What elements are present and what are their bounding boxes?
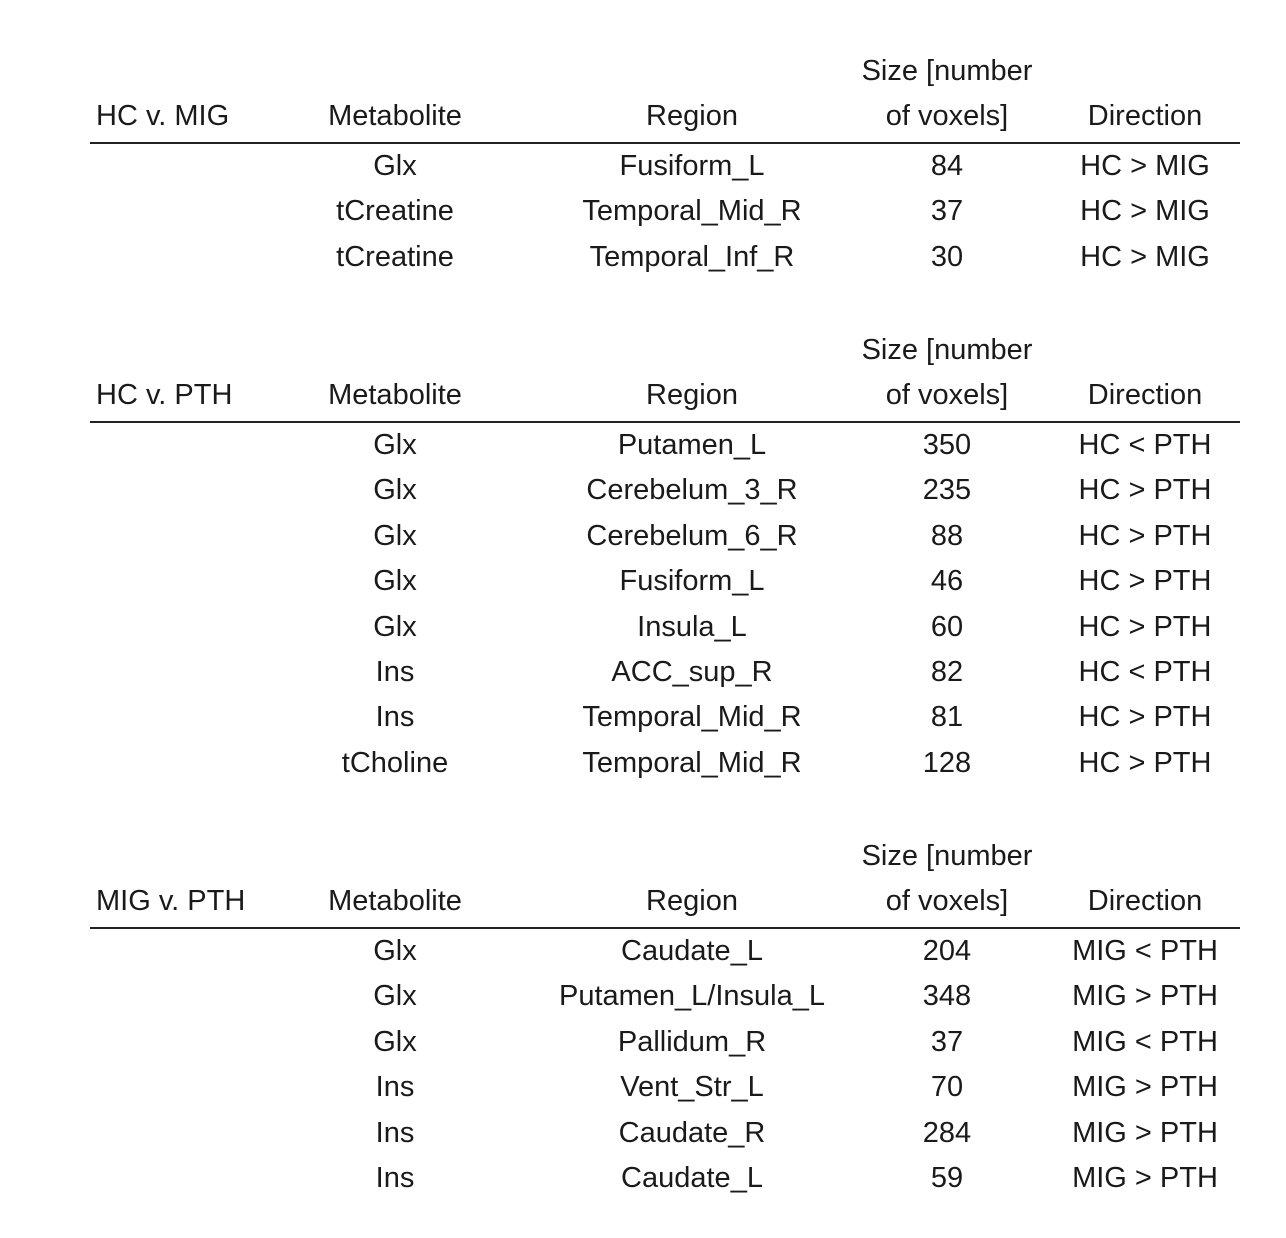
region-cell: Putamen_L/Insula_L — [558, 980, 826, 1013]
direction-cell: HC > PTH — [1078, 565, 1212, 598]
region-header: Region — [646, 885, 738, 917]
direction-cell: MIG > PTH — [1072, 1116, 1218, 1149]
region-cell: Caudate_R — [618, 1116, 766, 1149]
metabolite-cell: Glx — [373, 1025, 417, 1058]
direction-cell: HC > MIG — [1080, 150, 1210, 182]
table-row — [90, 1111, 1240, 1156]
region-cell: Putamen_L — [617, 429, 767, 461]
table-header — [90, 331, 1240, 423]
size-cell: 46 — [930, 565, 964, 598]
table-row — [90, 144, 1240, 189]
direction-header: Direction — [1087, 885, 1203, 917]
size-cell: 348 — [922, 980, 972, 1013]
region-header: Region — [646, 379, 738, 411]
table-body — [90, 144, 1240, 280]
table-row — [90, 189, 1240, 234]
size-header — [862, 328, 1033, 418]
size-cell: 30 — [930, 240, 964, 273]
direction-cell: HC > MIG — [1080, 195, 1210, 228]
size-header-line1: Size [number — [861, 55, 1033, 87]
group-label: HC v. PTH — [96, 379, 233, 411]
table-row — [90, 423, 1240, 468]
region-cell: Temporal_Mid_R — [582, 195, 802, 228]
table-row — [90, 929, 1240, 974]
size-cell: 235 — [922, 474, 972, 507]
table-header — [90, 837, 1240, 929]
size-header-line1: Size [number — [861, 840, 1033, 872]
direction-cell: HC > PTH — [1078, 474, 1212, 507]
metabolite-header: Metabolite — [328, 885, 462, 917]
direction-header: Direction — [1087, 100, 1203, 132]
size-cell: 350 — [922, 429, 972, 461]
size-header-line2: of voxels] — [885, 379, 1009, 411]
metabolite-cell: Glx — [373, 429, 417, 461]
size-cell: 59 — [930, 1161, 964, 1194]
size-cell: 81 — [930, 701, 964, 734]
metabolite-cell: Glx — [373, 565, 417, 598]
direction-cell: HC > PTH — [1078, 746, 1212, 779]
size-cell: 37 — [930, 1025, 964, 1058]
metabolite-cell: Ins — [375, 1116, 415, 1149]
direction-cell: HC > PTH — [1078, 610, 1212, 643]
direction-cell: MIG < PTH — [1072, 935, 1218, 967]
region-cell: Fusiform_L — [619, 565, 765, 598]
metabolite-cell: Glx — [373, 935, 417, 967]
direction-cell: HC > PTH — [1078, 701, 1212, 734]
metabolite-cell: Glx — [373, 610, 417, 643]
metabolite-cell: Ins — [375, 701, 415, 734]
direction-cell: MIG > PTH — [1072, 1161, 1218, 1194]
table-body — [90, 423, 1240, 786]
table-body — [90, 929, 1240, 1201]
size-header-line2: of voxels] — [885, 885, 1009, 917]
metabolite-cell: tCholine — [341, 746, 449, 779]
region-cell: Cerebelum_3_R — [586, 474, 798, 507]
size-cell: 204 — [922, 935, 972, 967]
size-header — [862, 49, 1033, 139]
metabolite-cell: tCreatine — [336, 195, 454, 228]
region-header: Region — [646, 100, 738, 132]
metabolite-cell: tCreatine — [336, 240, 454, 273]
region-cell: Pallidum_R — [617, 1025, 767, 1058]
size-cell: 60 — [930, 610, 964, 643]
size-cell: 88 — [930, 519, 964, 552]
table-hc-v-mig — [90, 52, 1240, 280]
group-label: HC v. MIG — [96, 100, 230, 132]
region-cell: Vent_Str_L — [620, 1071, 764, 1104]
size-header-line1: Size [number — [861, 334, 1033, 366]
size-cell: 284 — [922, 1116, 972, 1149]
table-row — [90, 741, 1240, 786]
direction-cell: HC < PTH — [1078, 655, 1212, 688]
region-cell: Cerebelum_6_R — [586, 519, 798, 552]
region-cell: ACC_sup_R — [611, 655, 773, 688]
metabolite-cell: Glx — [373, 980, 417, 1013]
table-row — [90, 605, 1240, 650]
table-hc-v-pth — [90, 331, 1240, 786]
table-row — [90, 974, 1240, 1019]
region-cell: Temporal_Mid_R — [582, 746, 802, 779]
size-cell: 82 — [930, 655, 964, 688]
direction-cell: MIG > PTH — [1072, 1071, 1218, 1104]
region-cell: Fusiform_L — [619, 150, 765, 182]
region-cell: Caudate_L — [621, 935, 763, 967]
table-row — [90, 650, 1240, 695]
size-cell: 84 — [930, 150, 964, 182]
region-cell: Temporal_Inf_R — [589, 240, 795, 273]
group-label: MIG v. PTH — [96, 885, 246, 917]
direction-cell: HC < PTH — [1078, 429, 1212, 461]
metabolite-header: Metabolite — [328, 379, 462, 411]
size-header-line2: of voxels] — [885, 100, 1009, 132]
table-mig-v-pth — [90, 837, 1240, 1201]
direction-cell: HC > MIG — [1080, 240, 1210, 273]
region-cell: Caudate_L — [621, 1161, 763, 1194]
table-row — [90, 235, 1240, 280]
metabolite-cell: Glx — [373, 519, 417, 552]
size-cell: 37 — [930, 195, 964, 228]
table-header — [90, 52, 1240, 144]
table-row — [90, 559, 1240, 604]
direction-header: Direction — [1087, 379, 1203, 411]
size-cell: 70 — [930, 1071, 964, 1104]
metabolite-cell: Glx — [373, 474, 417, 507]
size-header — [862, 834, 1033, 924]
metabolite-header: Metabolite — [328, 100, 462, 132]
region-cell: Temporal_Mid_R — [582, 701, 802, 734]
direction-cell: MIG > PTH — [1072, 980, 1218, 1013]
table-row — [90, 1156, 1240, 1201]
region-cell: Insula_L — [637, 610, 747, 643]
direction-cell: HC > PTH — [1078, 519, 1212, 552]
table-row — [90, 695, 1240, 740]
metabolite-cell: Ins — [375, 655, 415, 688]
table-row — [90, 1065, 1240, 1110]
table-row — [90, 468, 1240, 513]
table-row — [90, 514, 1240, 559]
metabolite-cell: Ins — [375, 1071, 415, 1104]
size-cell: 128 — [922, 746, 972, 779]
metabolite-cell: Ins — [375, 1161, 415, 1194]
table-row — [90, 1020, 1240, 1065]
direction-cell: MIG < PTH — [1072, 1025, 1218, 1058]
metabolite-cell: Glx — [373, 150, 417, 182]
